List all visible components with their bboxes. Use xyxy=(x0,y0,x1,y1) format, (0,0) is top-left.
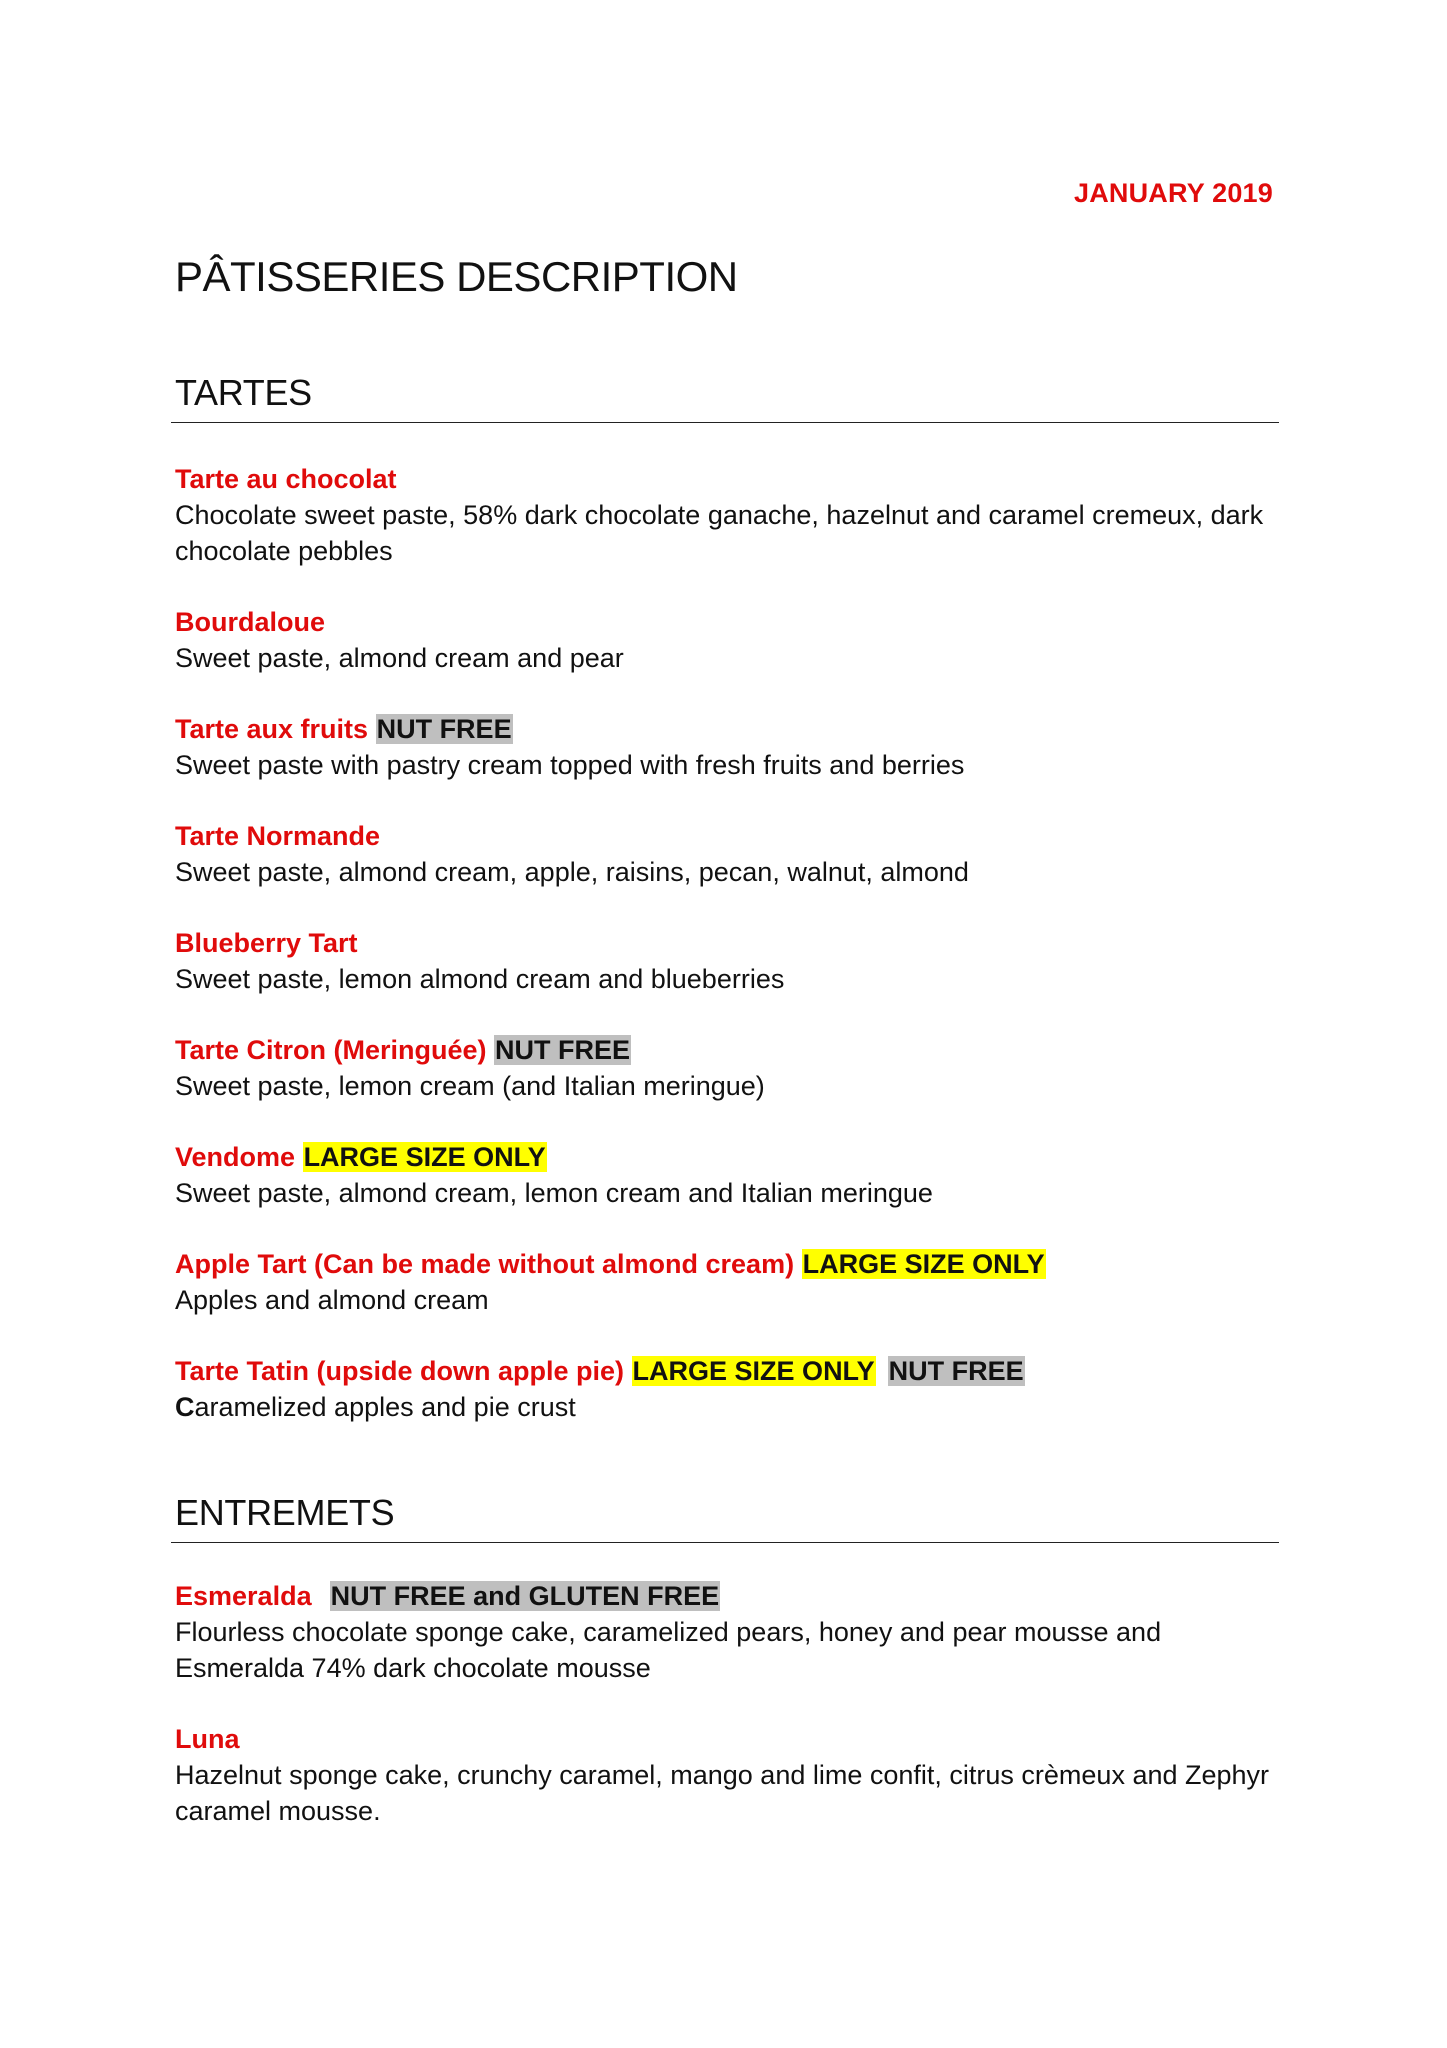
section-divider xyxy=(171,422,1279,423)
item-name: Esmeralda xyxy=(175,1581,312,1611)
description-lead-letter: C xyxy=(175,1392,195,1422)
item-name: Luna xyxy=(175,1724,240,1754)
section-entremets xyxy=(175,1492,1279,1543)
menu-item xyxy=(175,461,1285,569)
menu-item xyxy=(175,604,1285,676)
item-description: Sweet paste with pastry cream topped with fresh fruits and berries xyxy=(175,750,965,780)
page-title: PÂTISSERIES DESCRIPTION xyxy=(175,253,738,300)
nut-free-badge: NUT FREE xyxy=(376,714,512,744)
item-name-row xyxy=(175,1246,1285,1282)
item-description: Sweet paste, almond cream and pear xyxy=(175,643,624,673)
item-description xyxy=(175,1389,1285,1425)
nut-gluten-free-badge: NUT FREE and GLUTEN FREE xyxy=(330,1581,720,1611)
item-name-row xyxy=(175,1032,1285,1068)
item-name: Tarte Citron (Meringuée) xyxy=(175,1035,487,1065)
item-name-row xyxy=(175,1721,1285,1757)
section-heading: ENTREMETS xyxy=(175,1492,395,1533)
description-rest: aramelized apples and pie crust xyxy=(194,1392,576,1422)
item-description: Sweet paste, almond cream, lemon cream and Italian meringue xyxy=(175,1178,933,1208)
menu-item xyxy=(175,1721,1285,1829)
item-name-row xyxy=(175,1353,1285,1389)
menu-item xyxy=(175,1353,1285,1425)
item-name-row xyxy=(175,925,1285,961)
item-name-row xyxy=(175,1578,1285,1614)
item-description: Hazelnut sponge cake, crunchy caramel, mango and lime confit, citrus crèmeux and Zephyr caramel mousse. xyxy=(175,1760,1270,1826)
large-size-badge: LARGE SIZE ONLY xyxy=(802,1249,1045,1279)
item-name: Tarte au chocolat xyxy=(175,464,397,494)
document-date: JANUARY 2019 xyxy=(1074,178,1273,208)
item-name-row xyxy=(175,461,1285,497)
item-description: Chocolate sweet paste, 58% dark chocolate ganache, hazelnut and caramel cremeux, dark chocolate pebbles xyxy=(175,500,1264,566)
item-description: Apples and almond cream xyxy=(175,1285,489,1315)
menu-item xyxy=(175,711,1285,783)
item-name: Blueberry Tart xyxy=(175,928,358,958)
menu-item xyxy=(175,1032,1285,1104)
item-description: Sweet paste, lemon cream (and Italian meringue) xyxy=(175,1071,765,1101)
menu-item xyxy=(175,1139,1285,1211)
item-name-row xyxy=(175,711,1285,747)
large-size-badge: LARGE SIZE ONLY xyxy=(632,1356,875,1386)
menu-item xyxy=(175,1578,1285,1686)
menu-item xyxy=(175,818,1285,890)
menu-item xyxy=(175,925,1285,997)
item-name-row xyxy=(175,1139,1285,1175)
menu-item xyxy=(175,1246,1285,1318)
item-name: Vendome xyxy=(175,1142,296,1172)
section-divider xyxy=(171,1542,1279,1543)
item-name: Tarte Tatin (upside down apple pie) xyxy=(175,1356,625,1386)
nut-free-badge: NUT FREE xyxy=(888,1356,1024,1386)
item-name-row xyxy=(175,818,1285,854)
item-name: Tarte Normande xyxy=(175,821,381,851)
item-name: Bourdaloue xyxy=(175,607,326,637)
item-description: Sweet paste, almond cream, apple, raisins, pecan, walnut, almond xyxy=(175,857,969,887)
nut-free-badge: NUT FREE xyxy=(495,1035,631,1065)
item-name-row xyxy=(175,604,1285,640)
item-name: Apple Tart (Can be made without almond cream) xyxy=(175,1249,795,1279)
item-name: Tarte aux fruits xyxy=(175,714,369,744)
section-tartes xyxy=(175,372,1279,423)
large-size-badge: LARGE SIZE ONLY xyxy=(303,1142,546,1172)
item-description: Flourless chocolate sponge cake, caramelized pears, honey and pear mousse and Esmeralda 74% dark chocolate mousse xyxy=(175,1617,1162,1683)
item-description: Sweet paste, lemon almond cream and blueberries xyxy=(175,964,785,994)
section-heading: TARTES xyxy=(175,372,312,413)
